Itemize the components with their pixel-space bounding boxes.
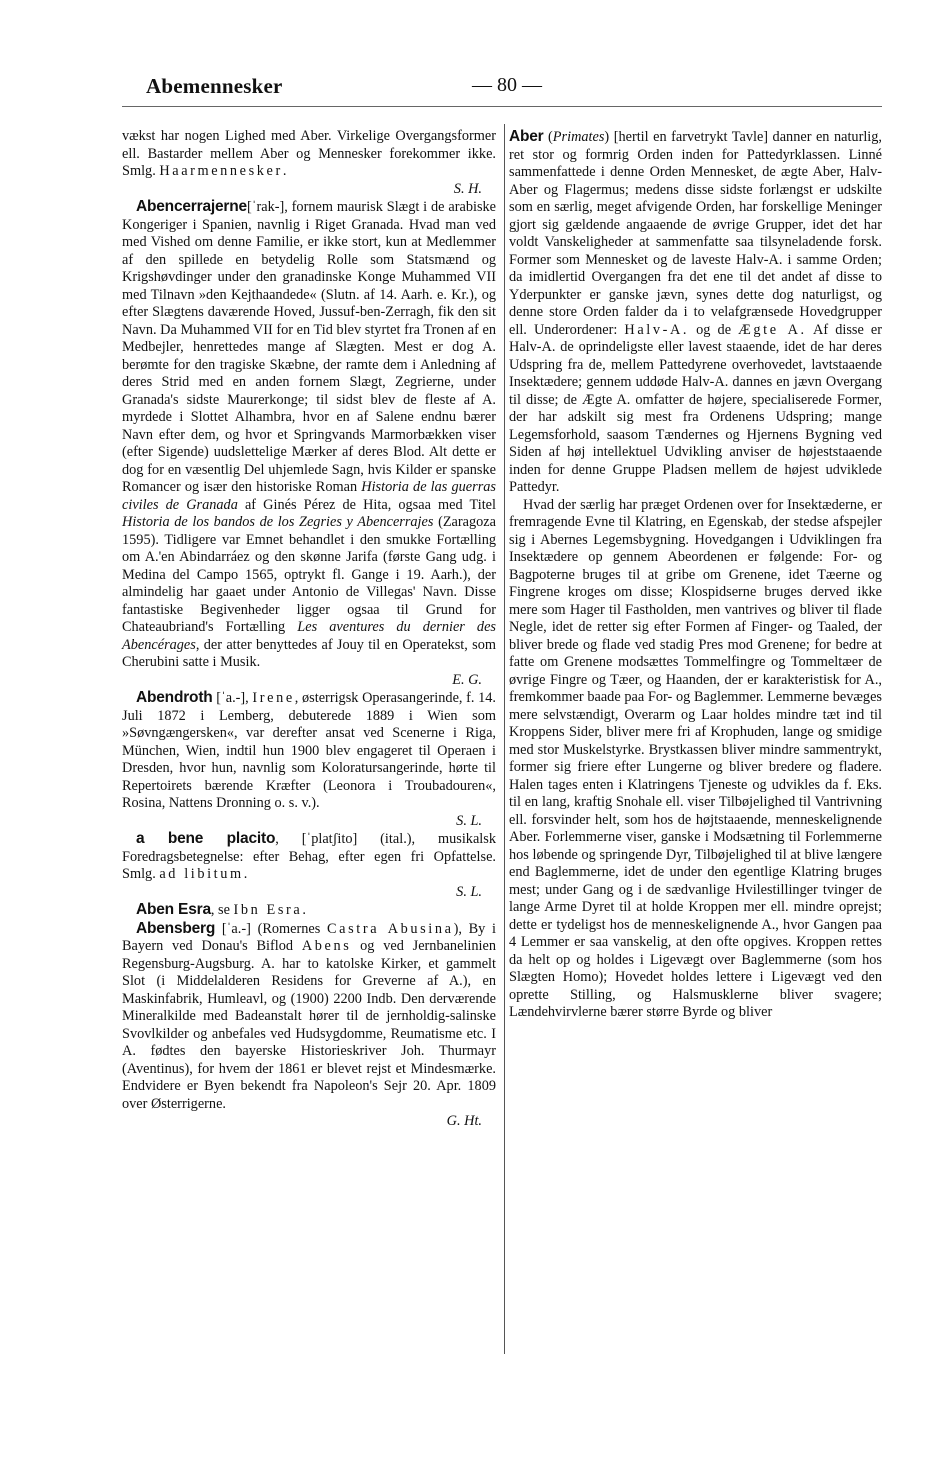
entry-abensberg: Abensberg [ˈa.-] (Romernes Castra Abusina), By i Bayern ved Donau's Biflod Abens og ved Jernbanelinien Regensburg-Augsburg. A. har to katolske Kirker, et gammelt Slot (i Middelalderen Residens for Greverne af A.), en Maskinfabrik, Humleavl, og (1900) 2200 Indb. Den derværende Mineralkilde med Badeanstalt hører til de jernholdig-salinske Svovlkilder og anbefales ved Hudsygdomme, Reumatisme etc. I A. fødtes den bayerske Historieskriver Joh. Thurmayr (Aventinus), for hvem der 1861 er blevet rejst et Mindesmærke. Endvidere er Byen bekendt fra Napoleon's Sejr 20. Apr. 1809 over Østerrigerne. G. Ht.: [122, 919, 496, 1129]
entry-aben-esra: Aben Esra, se Ibn Esra.: [136, 901, 306, 918]
headword: a bene placito: [136, 830, 276, 847]
column-divider: [504, 124, 505, 1354]
headword: Aben Esra: [136, 901, 211, 918]
left-column: [122, 128, 496, 1131]
entry-abendroth: Abendroth [ˈa.-], Irene, østerrigsk Operasangerinde, f. 14. Juli 1872 i Lemberg, debuterede 1889 i Wien som »Søvngængersken«, var derefter ansat ved Scenerne i Riga, München, Wien, indtil hun 1900 blev engageret til Operaen i Dresden, hvor hun, navnlig som Koloratursangerinde, hørte til Repertoirets bærende Kræfter (Leonora i Troubadouren«, Rosina, Nattens Dronning o. s. v.). S. L.: [122, 689, 497, 829]
author-signature: S. H.: [453, 180, 482, 197]
author-signature: S. L.: [456, 812, 482, 829]
running-header: [122, 70, 882, 104]
page-number: — 80 —: [472, 74, 542, 96]
header-rule: [122, 106, 882, 107]
author-signature: S. L.: [456, 883, 482, 900]
author-signature: G. Ht.: [446, 1113, 482, 1129]
headword: Abendroth: [136, 689, 213, 706]
header-title: Abemennesker: [146, 74, 283, 98]
headword: Abensberg: [136, 919, 216, 937]
right-column: [509, 128, 882, 1022]
entry-aber-paragraph-2: Hvad der særlig har præget Ordenen over for Insektæderne, er fremragende Evne til Klatring, en Egenskab, der stedse afspejler sig i Abernes Legemsbygning. Hovedgangen i Udviklingen fra Insektædere op gennem Abeordenen er følgende: For- og Bagpoterne bruges til at gribe om Grenene, idet Tæerne og Fingrene kroges om disse; Klospidserne bruges derved ikke mere som Hager til Fastholden, men vantrives og bliver til flade Negle, idet de retter sig efter Formen af Finger- og Taaled, der bliver brede og flade ved stadig Pres mod Grenene; for bedre at fatte om Grenene modsættes Tommelfingre og Tommeltæer de øvrige Fingre og Tæer, og Haanden, der er karakteristisk for A., fremkommer baade paa For- og Baglemmer. Lemmerne bevæges mere selvstændigt, Overarm og Laar holdes mindre tæt ind til Kroppens Sider, bliver mere fri af Krophuden, lange og smidige med stor Muskelstyrke. Brystkassen bliver mindre sammentrykt, former sig friere efter Lungerne og bliver bredere og fladere. Halen tages enten i Klatringens Tjeneste og udvikles da f. Eks. til en lang, kraftig Snohale ell. viser Tilbøjelighed til Vantrivning ell. forsvinder helt, som hos de højtstaaende, menneskelignende Aber. Forlemmerne viser, ganske i Modsætning til Forlemmerne hos løbende og springende Dyr, Tilbøjelighed til at blive længere end Baglemmerne, idet de under den egentlige Klatring bruges mest; under Gang og i de sædvanlige Hvilestillinger tvinger de lange Arme Dyret til at holde Kroppen mer ell. mindre oprejst; dette er tydeligst hos de menneskelignende A., hvor Gangen paa 4 Lemmer er saa vanskelig, at den ofte opgives. Kroppen rettes da helt op og holdes i Ligevægt over Baglemmerne (som hos Slægten Homo); Hovedet holdes lettere i Ligevægt ved den oprette Stilling, og Halsmusklerne bliver svagere; Lændehvirvlerne bærer større Byrde og bliver: [509, 496, 882, 1020]
entry-a-bene-placito: a bene placito, [ˈplatʃito] (ital.), musikalsk Foredragsbetegnelse: efter Behag, efter egen fri Opfattelse. Smlg. ad libitum. S. L.: [122, 830, 496, 900]
entry-abencerrajerne: Abencerrajerne[ˈrak-], fornem maurisk Slægt i de arabiske Kongeriger i Spanien, navnlig i Riget Granada. Hvad man ved med Vished om denne Familie, er ikke stort, kun at Medlemmer af den spillede en betydelig Rolle som Statsmænd og Krigshøvdinger under den granadinske Konge Muhammed VII med Tilnavn »den Kejthaandede« (Slutn. af 14. Aarh. e. Kr.), og efter Slægtens daværende Hoved, Jussuf-ben-Zerragh, fik den sit Navn. Da Muhammed VII for en Tid blev styrtet fra Tronen af en Medbejler, henrettedes mange af Slægten. Mest er dog A. berømte for den tragiske Skæbne, der ramte dem i Anledning af deres Strid med en anden fornem Slægt, Zegrierne, under Granada's sidste Maurerkonge; til sidst blev de fleste af A. myrdede i Slottet Alhambra, hvor en af Salene endnu bærer Navn efter dem, og hvor et Springvands Marmorbækken viser (efter Sigende) uudslettelige Mærker af deres Blod. Alt dette er dog for en væsentlig Del uhjemlede Sagn, hvis Kilder er spanske Romancer og især den historiske Roman Historia de las guerras civiles de Granada af Ginés Pérez de Hita, ogsaa med Titel Historia de los bandos de los Zegries y Abencerrajes (Zaragoza 1595). Tidligere var Emnet behandlet i den smukke Fortælling om A.'en Abindarráez og den skønne Jarifa (første Gang udg. i Medina del Campo 1565, optrykt fl. Gange i 19. Aarh.), der almindelig har gaaet under Antonio de Villegas' Navn. Disse fantastiske Begivenheder ligger ogsaa til Grund for Chateaubriand's Fortælling Les aventures du dernier des Abencérages, der atter benyttedes af Jouy til en Operatekst, som Cherubini satte i Musik. E. G.: [122, 198, 497, 688]
entry-continuation: vækst har nogen Lighed med Aber. Virkelige Overgangsformer ell. Bastarder mellem Aber og Mennesker forekommer ikke. Smlg. Haarmennesker. S. H.: [122, 128, 496, 197]
author-signature: E. G.: [452, 671, 482, 688]
headword: Aber: [509, 128, 544, 145]
cross-reference: Haarmennesker: [159, 163, 283, 179]
headword: Abencerrajerne: [136, 198, 247, 215]
entry-aber: Aber (Primates) [hertil en farvetrykt Tavle] danner en naturlig, ret stor og formrig Orden inden for Pattedyrklassen. Linné sammenfattede i denne Orden Mennesket, de ægte Aber, Halv-Aber og Flagermus; medens disse sidste forlængst er udskilte som en særlig, meget afvigende Orden, har forskellige Meninger gjort sig gældende angaaende de øvrige Grupper, idet det har voldt Vanskeligheder at sammenfatte saa tilsyneladende forsk. Former som Mennesket og de laveste Halv-A. i samme Orden; da imidlertid Overgangen fra det ene til det andet af disse to Yderpunkter er ganske jævn, synes dette dog naturligst, og denne store Orden falder da i to velafgrænsede Hovedgrupper ell. Underordener: Halv-A. og de Ægte A. Af disse er Halv-A. de oprindeligste eller lavest staaende, idet de har deres Udspring fra de, mellem Pattedyrene overhovedet, lavtstaaende Insektædere; gennem uddøde Halv-A. dannes en jævn Overgang til disse; de Ægte A. omfatter de højere, specialiserede Former, der har adskilt sig mest fra Ordenens Udspring; mange Legemsforhold, saasom Tændernes og Hjernens Bygning ved Siden af høj intellektuel Udvikling anviser de højeststaaende inden for denne Gruppe Pladsen mellem de højest udviklede Pattedyr.: [509, 128, 883, 495]
